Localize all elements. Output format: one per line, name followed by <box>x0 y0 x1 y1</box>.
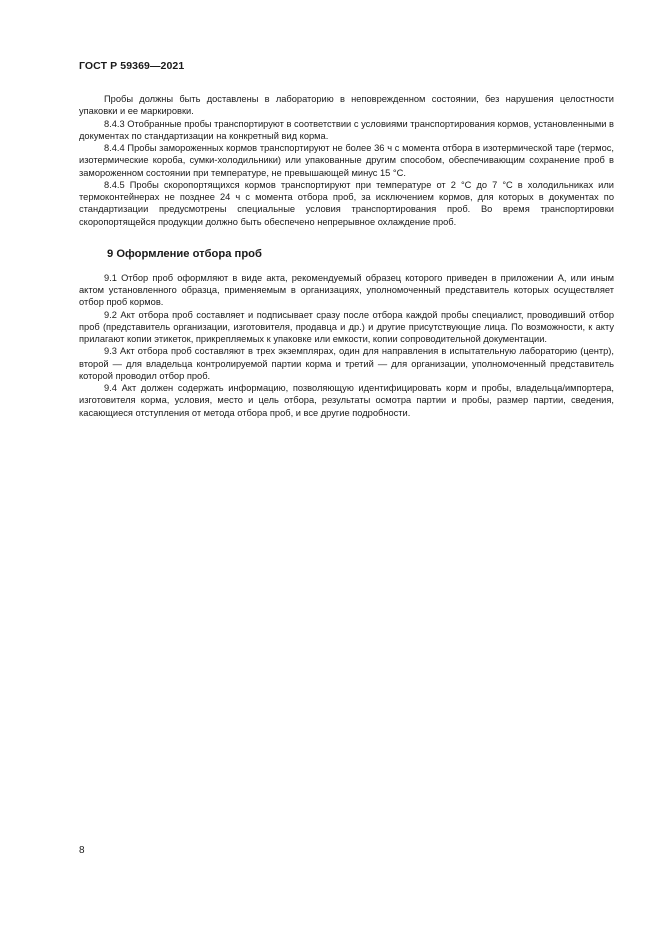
paragraph-9-1: 9.1 Отбор проб оформляют в виде акта, рекомендуемый образец которого приведен в приложении А, или иным актом установленного образца, применяемым в организациях, уполномоченный представитель которых осуществляет отбор проб кормов. <box>79 272 614 308</box>
document-body <box>79 93 614 419</box>
document-header-standard-number: ГОСТ Р 59369—2021 <box>79 60 185 72</box>
paragraph-9-4: 9.4 Акт должен содержать информацию, позволяющую идентифицировать корм и пробы, владельца/импортера, изготовителя корма, условия, место и цель отбора, результаты осмотра партии и пробы, размер партии, сведения, касающиеся отступления от метода отбора проб, и все другие подробности. <box>79 383 614 418</box>
section-9-heading: 9 Оформление отбора проб <box>107 247 262 260</box>
paragraph-9-3: 9.3 Акт отбора проб составляют в трех экземплярах, один для направления в испытательную лабораторию (центр), второй — для владельца контролируемой партии корма и третий — для организации, уполномоченный представитель которой проводил отбор проб. <box>79 346 614 381</box>
paragraph-8-4-5: 8.4.5 Пробы скоропортящихся кормов транспортируют при температуре от 2 °С до 7 °С в холодильниках или термоконтейнерах не позднее 24 ч с момента отбора проб, за исключением кормов, для которых в документах по стандартизации предусмотрены специальные условия транспортирования проб. Во время транспортировки скоропортящейся продукции должно быть обеспечено непрерывное охлаждение проб. <box>79 179 614 227</box>
paragraph-8-4-2-continued: Пробы должны быть доставлены в лабораторию в неповрежденном состоянии, без нарушения целостности упаковки и ее маркировки. <box>79 94 614 117</box>
paragraph-8-4-4: 8.4.4 Пробы замороженных кормов транспортируют не более 36 ч с момента отбора в изотермической таре (термос, изотермические короба, сумки-холодильники) или упакованные другим способом, обеспечивающим сохранение проб в замороженном состоянии при температуре, не превышающей минус 15 °С. <box>79 143 614 178</box>
page-number: 8 <box>79 845 85 856</box>
paragraph-9-2: 9.2 Акт отбора проб составляет и подписывает сразу после отбора каждой пробы специалист, проводивший отбор проб (представитель организации, изготовителя, продавца и др.) и другие присутствующие лица. По возможности, к акту прилагают копии этикеток, прикрепляемых к упаковке или емкости, копии сопроводительной документации. <box>79 309 614 344</box>
paragraph-8-4-3: 8.4.3 Отобранные пробы транспортируют в соответствии с условиями транспортирования кормов, установленными в документах по стандартизации на конкретный вид корма. <box>79 118 614 141</box>
